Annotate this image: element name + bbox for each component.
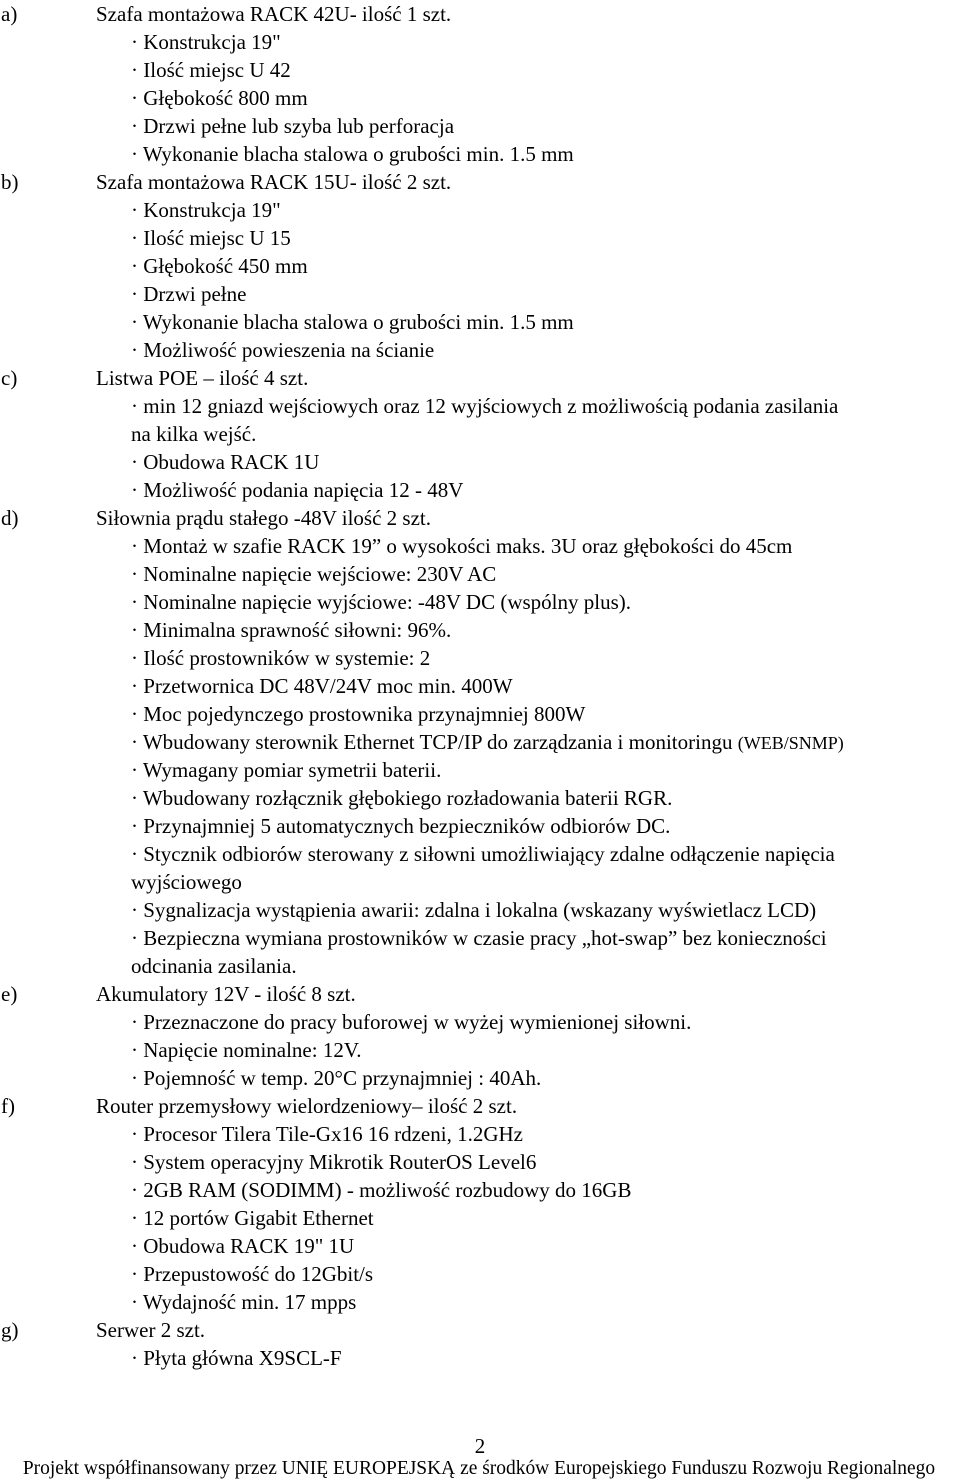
- list-item: · Nominalne napięcie wejściowe: 230V AC: [131, 562, 497, 586]
- list-item: · Przynajmniej 5 automatycznych bezpieczników odbiorów DC.: [131, 814, 671, 838]
- section-letter: b): [1, 170, 19, 194]
- list-item: · Obudowa RACK 1U: [131, 450, 320, 474]
- list-item: · Nominalne napięcie wyjściowe: -48V DC (wspólny plus).: [131, 590, 632, 614]
- section-letter: d): [1, 506, 19, 530]
- list-item-suffix: (WEB/SNMP): [737, 733, 844, 753]
- list-item: · Ilość miejsc U 42: [131, 58, 291, 82]
- list-item: · Montaż w szafie RACK 19” o wysokości maks. 3U oraz głębokości do 45cm: [131, 534, 793, 558]
- list-item: · Płyta główna X9SCL-F: [131, 1346, 342, 1370]
- list-item: [131, 728, 844, 756]
- page-number: 2: [474, 1434, 486, 1458]
- list-item: · Obudowa RACK 19" 1U: [131, 1234, 355, 1258]
- list-item: · Sygnalizacja wystąpienia awarii: zdalna i lokalna (wskazany wyświetlacz LCD): [131, 898, 817, 922]
- list-item: · Wydajność min. 17 mpps: [131, 1290, 357, 1314]
- section-letter: c): [1, 366, 18, 390]
- list-item-continuation: na kilka wejść.: [131, 422, 257, 446]
- list-item: · 2GB RAM (SODIMM) - możliwość rozbudowy do 16GB: [131, 1178, 632, 1202]
- list-item: · 12 portów Gigabit Ethernet: [131, 1206, 374, 1230]
- list-item: · Ilość prostowników w systemie: 2: [131, 646, 431, 670]
- list-item: · Moc pojedynczego prostownika przynajmniej 800W: [131, 702, 586, 726]
- list-item: · Przeznaczone do pracy buforowej w wyżej wymienionej siłowni.: [131, 1010, 692, 1034]
- section-letter: f): [1, 1094, 15, 1118]
- list-item: · Minimalna sprawność siłowni: 96%.: [131, 618, 452, 642]
- list-item: · Ilość miejsc U 15: [131, 226, 291, 250]
- footer-text: Projekt współfinansowany przez UNIĘ EUROPEJSKĄ ze środków Europejskiego Funduszu Rozwoju Regionalnego: [22, 1458, 936, 1479]
- list-item: · Wykonanie blacha stalowa o grubości min. 1.5 mm: [131, 310, 574, 334]
- list-item: · min 12 gniazd wejściowych oraz 12 wyjściowych z możliwością podania zasilania: [131, 394, 839, 418]
- list-item: · Wykonanie blacha stalowa o grubości min. 1.5 mm: [131, 142, 574, 166]
- list-item: · Możliwość powieszenia na ścianie: [131, 338, 435, 362]
- section-title: Listwa POE – ilość 4 szt.: [96, 366, 309, 390]
- list-item: · Drzwi pełne: [131, 282, 247, 306]
- list-item: · Głębokość 800 mm: [131, 86, 308, 110]
- list-item-continuation: odcinania zasilania.: [131, 954, 297, 978]
- list-item: · Przepustowość do 12Gbit/s: [131, 1262, 374, 1286]
- list-item: · Stycznik odbiorów sterowany z siłowni umożliwiający zdalne odłączenie napięcia: [131, 842, 835, 866]
- list-item: · Wbudowany rozłącznik głębokiego rozładowania baterii RGR.: [131, 786, 673, 810]
- section-letter: e): [1, 982, 18, 1006]
- section-title: Akumulatory 12V - ilość 8 szt.: [96, 982, 356, 1006]
- section-title: Router przemysłowy wielordzeniowy– ilość 2 szt.: [96, 1094, 518, 1118]
- list-item: · Możliwość podania napięcia 12 - 48V: [131, 478, 464, 502]
- list-item: · Konstrukcja 19": [131, 198, 281, 222]
- list-item: · System operacyjny Mikrotik RouterOS Level6: [131, 1150, 537, 1174]
- list-item-text: · Wbudowany sterownik Ethernet TCP/IP do zarządzania i monitoringu: [131, 730, 733, 754]
- list-item-continuation: wyjściowego: [131, 870, 242, 894]
- section-title: Szafa montażowa RACK 15U- ilość 2 szt.: [96, 170, 452, 194]
- list-item: · Drzwi pełne lub szyba lub perforacja: [131, 114, 455, 138]
- list-item: · Napięcie nominalne: 12V.: [131, 1038, 362, 1062]
- list-item: · Bezpieczna wymiana prostowników w czasie pracy „hot-swap” bez konieczności: [131, 926, 827, 950]
- list-item: · Procesor Tilera Tile-Gx16 16 rdzeni, 1.2GHz: [131, 1122, 523, 1146]
- section-title: Siłownia prądu stałego -48V ilość 2 szt.: [96, 506, 431, 530]
- section-letter: g): [1, 1318, 19, 1342]
- list-item: · Głębokość 450 mm: [131, 254, 308, 278]
- section-title: Serwer 2 szt.: [96, 1318, 206, 1342]
- list-item: · Wymagany pomiar symetrii baterii.: [131, 758, 442, 782]
- list-item: · Konstrukcja 19": [131, 30, 281, 54]
- list-item: · Pojemność w temp. 20°C przynajmniej : 40Ah.: [131, 1066, 542, 1090]
- section-letter: a): [1, 2, 18, 26]
- list-item: · Przetwornica DC 48V/24V moc min. 400W: [131, 674, 513, 698]
- section-title: Szafa montażowa RACK 42U- ilość 1 szt.: [96, 2, 452, 26]
